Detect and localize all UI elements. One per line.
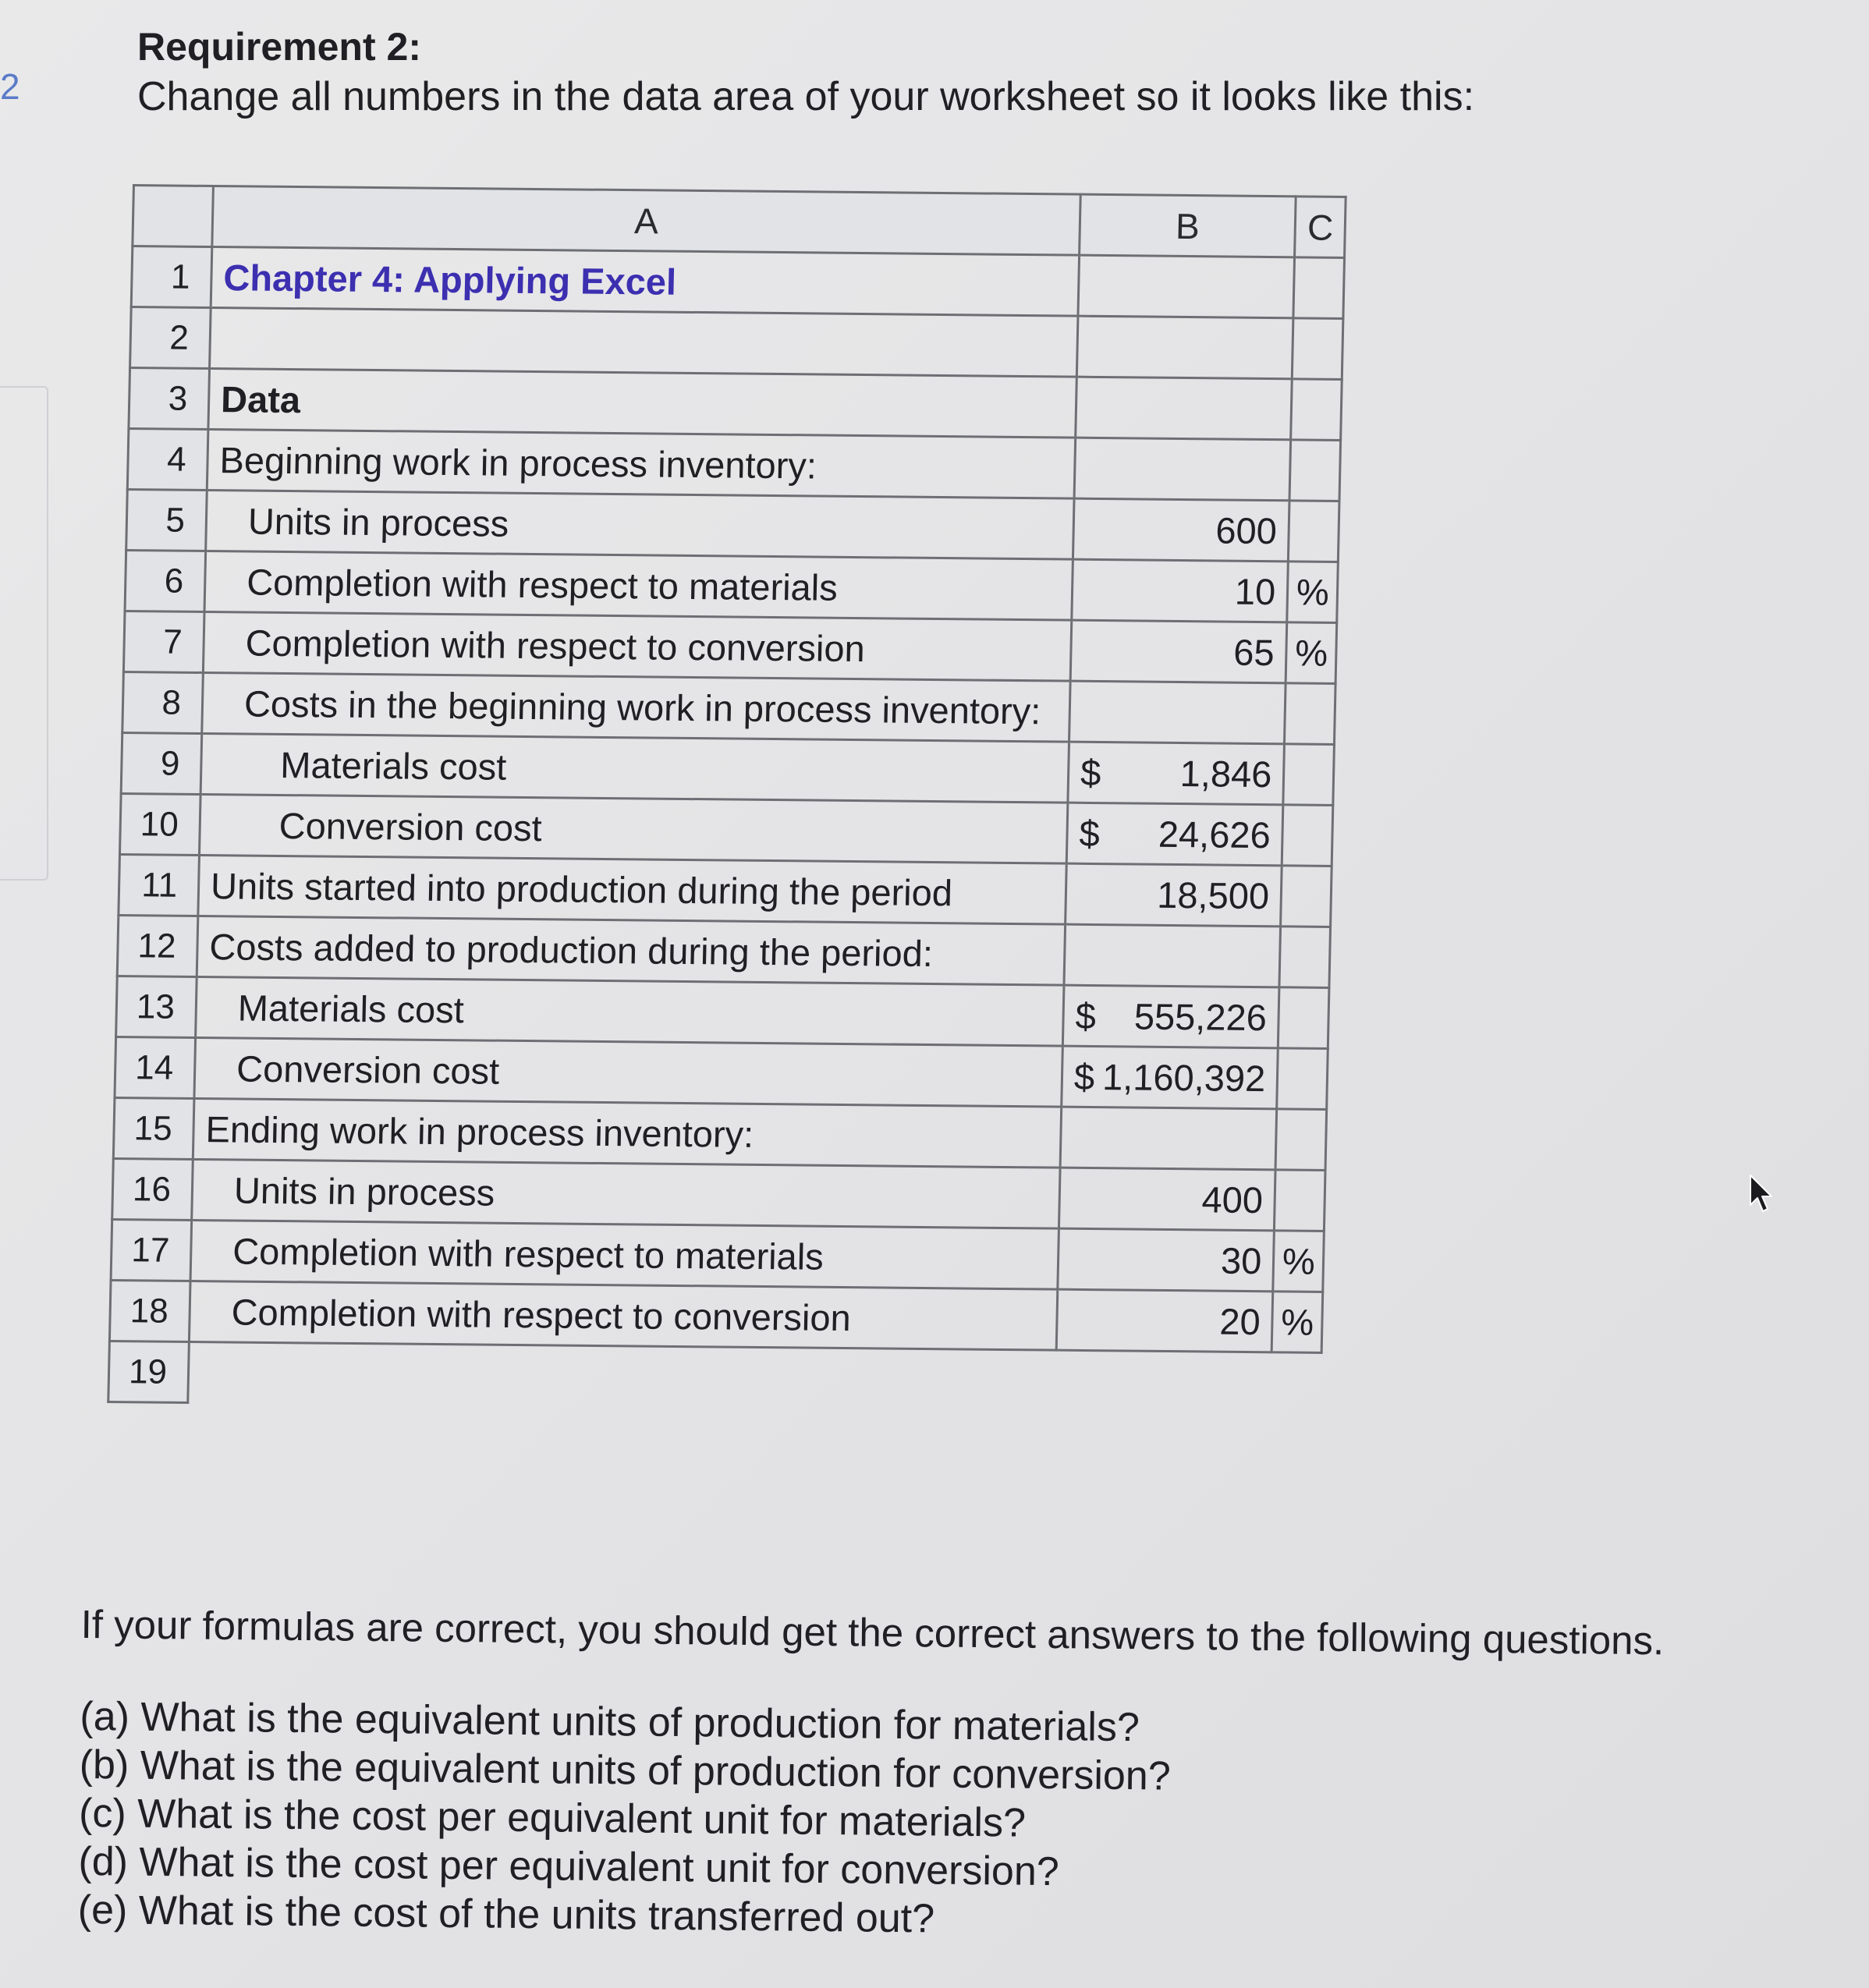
mouse-pointer-icon xyxy=(1749,1174,1774,1213)
cell-a2 xyxy=(210,307,1078,377)
row-number: 9 xyxy=(121,733,202,795)
cell-b3 xyxy=(1076,377,1293,440)
left-panel-edge xyxy=(0,386,48,881)
cell-a15: Ending work in process inventory: xyxy=(193,1098,1061,1168)
row-number: 13 xyxy=(116,976,197,1038)
table-row xyxy=(116,976,1330,1049)
page-marker-number: 2 xyxy=(0,66,20,107)
row-number: 15 xyxy=(113,1098,194,1160)
question-d: (d) What is the cost per equivalent unit for conversion? xyxy=(78,1838,1060,1895)
table-row xyxy=(115,1037,1328,1110)
cell-c15 xyxy=(1275,1109,1327,1171)
cell-a17: Completion with respect to materials xyxy=(190,1220,1059,1289)
table-row xyxy=(129,368,1342,441)
question-b: (b) What is the equivalent units of production for conversion? xyxy=(79,1742,1172,1799)
cell-a3-data-heading: Data xyxy=(208,368,1076,438)
table-row xyxy=(112,1159,1326,1231)
currency-symbol: $ xyxy=(1073,1055,1095,1098)
cell-a6: Completion with respect to materials xyxy=(204,551,1073,620)
cell-a14: Conversion cost xyxy=(194,1037,1062,1107)
row-number: 7 xyxy=(123,611,204,673)
table-row xyxy=(122,672,1336,745)
cell-a7: Completion with respect to conversion xyxy=(203,611,1071,681)
corner-cell xyxy=(133,186,214,247)
cell-b16-value: 400 xyxy=(1059,1168,1275,1231)
cell-c5 xyxy=(1289,501,1340,562)
currency-symbol: $ xyxy=(1075,994,1097,1037)
column-header-a: A xyxy=(212,186,1080,255)
table-row xyxy=(130,307,1344,380)
cell-a5: Units in process xyxy=(206,490,1074,559)
table-row xyxy=(119,794,1333,866)
column-header-b: B xyxy=(1080,194,1296,257)
row-number: 11 xyxy=(119,855,200,916)
table-row xyxy=(109,1281,1323,1353)
cell-c4 xyxy=(1289,440,1341,501)
row-number: 3 xyxy=(129,368,210,430)
table-row xyxy=(121,733,1335,806)
cell-b6-value: 10 xyxy=(1072,559,1289,622)
table-row xyxy=(127,429,1341,501)
table-row xyxy=(131,246,1345,319)
question-a: (a) What is the equivalent units of production for materials? xyxy=(80,1693,1140,1751)
table-row xyxy=(126,490,1340,562)
cell-b9-value xyxy=(1068,742,1285,805)
cell-b4 xyxy=(1074,438,1291,501)
cell-c1 xyxy=(1293,257,1345,319)
cell-c10 xyxy=(1282,805,1333,866)
row-number: 16 xyxy=(112,1159,193,1221)
cell-c19 xyxy=(1271,1352,1322,1414)
cell-c6-percent: % xyxy=(1287,562,1339,623)
table-row xyxy=(113,1098,1327,1171)
cell-c8 xyxy=(1285,683,1336,745)
questions-list xyxy=(78,1692,1664,1951)
column-header-c: C xyxy=(1295,197,1346,258)
row-number: 1 xyxy=(131,246,212,308)
currency-symbol: $ xyxy=(1080,751,1101,794)
questions-intro: If your formulas are correct, you should get the correct answers to the following questions. xyxy=(80,1602,1665,1664)
questions-section xyxy=(78,1600,1665,1951)
row-number: 18 xyxy=(109,1281,190,1342)
row-number: 19 xyxy=(108,1341,190,1403)
cell-b2 xyxy=(1076,316,1293,379)
cell-b17-value: 30 xyxy=(1058,1228,1275,1292)
cell-b13-value xyxy=(1062,985,1279,1048)
cell-a18: Completion with respect to conversion xyxy=(189,1281,1057,1350)
row-number: 6 xyxy=(125,551,206,612)
question-e: (e) What is the cost of the units transferred out? xyxy=(77,1887,935,1942)
cell-b8 xyxy=(1069,681,1286,744)
row-number: 5 xyxy=(126,490,207,551)
amount-value: 555,226 xyxy=(1133,995,1268,1039)
cell-c13 xyxy=(1279,987,1330,1049)
row-number: 17 xyxy=(111,1220,192,1281)
cell-c11 xyxy=(1281,866,1332,927)
requirement-subtitle: Change all numbers in the data area of your worksheet so it looks like this: xyxy=(137,74,1475,119)
cell-b19 xyxy=(1055,1350,1272,1413)
worksheet-image xyxy=(107,184,1347,1415)
cell-c7-percent: % xyxy=(1286,622,1337,684)
table-row xyxy=(119,855,1332,927)
row-number: 14 xyxy=(115,1037,196,1099)
question-c: (c) What is the cost per equivalent unit for materials? xyxy=(78,1790,1027,1846)
requirement-title: Requirement 2: xyxy=(137,25,421,69)
cell-a19 xyxy=(188,1341,1056,1411)
cell-b18-value: 20 xyxy=(1056,1289,1273,1352)
cell-c16 xyxy=(1275,1170,1326,1231)
column-header-row xyxy=(133,186,1346,258)
cell-a4: Beginning work in process inventory: xyxy=(207,429,1075,498)
cell-a16: Units in process xyxy=(192,1159,1060,1228)
row-number: 4 xyxy=(127,429,208,491)
cell-b14-value xyxy=(1062,1046,1279,1109)
cell-a12: Costs added to production during the period: xyxy=(197,916,1065,985)
cell-b11-value: 18,500 xyxy=(1066,863,1282,927)
cell-b15 xyxy=(1060,1107,1277,1170)
cell-c17-percent: % xyxy=(1273,1231,1325,1292)
table-row xyxy=(123,611,1337,684)
cell-a11: Units started into production during the period xyxy=(198,855,1066,924)
table-row xyxy=(108,1341,1322,1414)
row-number: 10 xyxy=(119,794,200,856)
amount-value: 1,160,392 xyxy=(1101,1056,1266,1100)
cell-b5-value: 600 xyxy=(1073,498,1289,562)
cell-a1-title: Chapter 4: Applying Excel xyxy=(211,246,1079,316)
row-number: 12 xyxy=(117,916,198,977)
amount-value: 1,846 xyxy=(1179,753,1272,796)
cell-a13: Materials cost xyxy=(196,976,1064,1046)
cell-a10: Conversion cost xyxy=(199,794,1067,863)
cell-b7-value: 65 xyxy=(1070,620,1287,683)
row-number: 2 xyxy=(130,307,211,369)
cell-c2 xyxy=(1293,318,1344,380)
table-row xyxy=(117,916,1331,988)
cell-c14 xyxy=(1277,1048,1328,1110)
table-row xyxy=(111,1220,1325,1292)
cell-b1 xyxy=(1078,255,1295,318)
cell-c12 xyxy=(1279,927,1331,988)
row-number: 8 xyxy=(122,672,204,734)
cell-c3 xyxy=(1291,379,1342,441)
cell-a9: Materials cost xyxy=(200,733,1069,803)
table-row xyxy=(125,551,1339,623)
cell-a8: Costs in the beginning work in process inventory: xyxy=(202,672,1070,742)
cell-c9 xyxy=(1283,744,1335,806)
currency-symbol: $ xyxy=(1079,812,1101,855)
cell-b10-value xyxy=(1066,803,1283,866)
cell-c18-percent: % xyxy=(1271,1292,1323,1353)
amount-value: 24,626 xyxy=(1158,813,1271,856)
cell-b12 xyxy=(1064,924,1281,987)
requirement-header xyxy=(137,23,1474,122)
